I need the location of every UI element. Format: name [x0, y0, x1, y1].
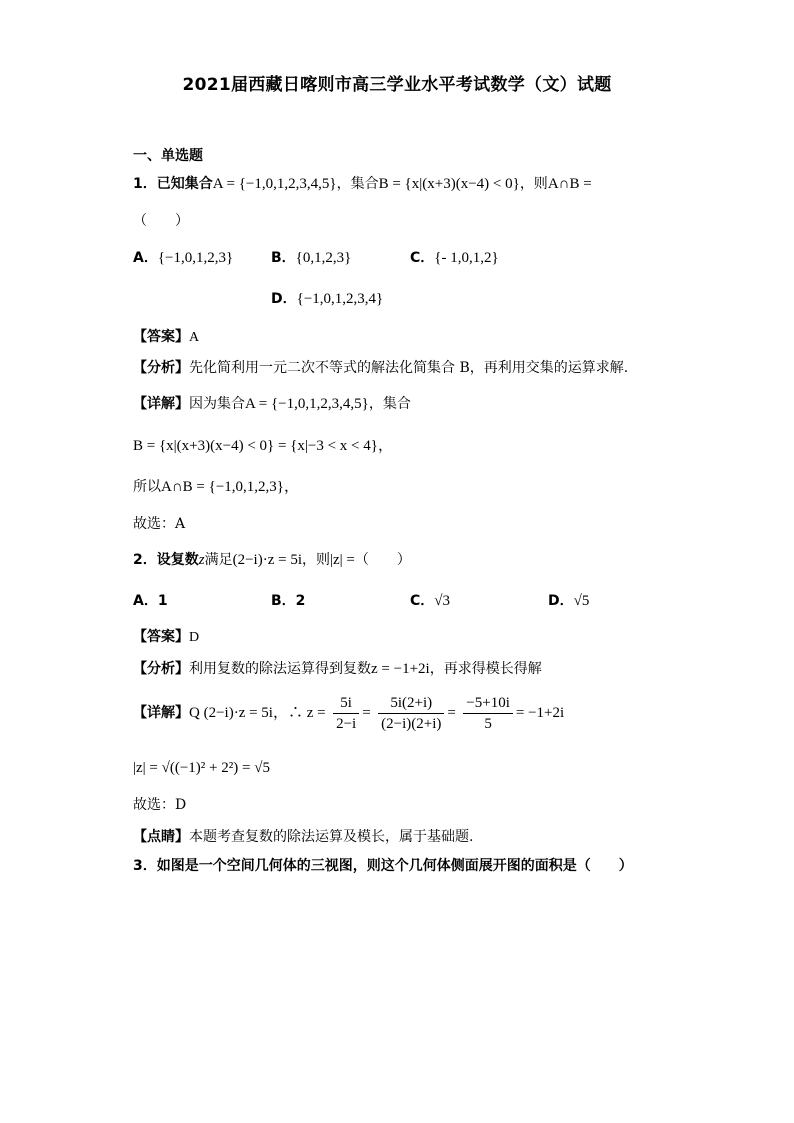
q2-detail-equation: 【详解】Q (2−i)·z = 5i，∴ z = $\frac{5i}{2-i}$ = $\frac{5i(2+i)}{(2-i)(2+i)}$ = $\frac{-5+10i}{5}$ = −1+2i [133, 694, 565, 732]
q1-option-c[interactable]: C．{- 1,0,1,2} [410, 250, 499, 266]
q3-stem: 3．如图是一个空间几何体的三视图，则这个几何体侧面展开图的面积是（ ） [133, 858, 633, 874]
q1-choose: 故选：A [133, 516, 186, 532]
q2-option-d[interactable]: D．√5 [548, 593, 590, 609]
q1-detail-line2: B = {x|(x+3)(x−4) < 0} = {x|−3 < x < 4}， [133, 438, 393, 454]
q2-option-c[interactable]: C．√3 [410, 593, 451, 609]
fraction-2: $\frac{5i(2+i)}{(2-i)(2+i)}$ [378, 695, 444, 732]
q2-stem: 2．设复数z满足(2−i)·z = 5i，则|z| =（ ） [133, 552, 411, 568]
q1-detail-line3: 所以A∩B = {−1,0,1,2,3}， [133, 479, 299, 495]
q1-answer: 【答案】A [133, 329, 200, 345]
q1-option-d[interactable]: D．{−1,0,1,2,3,4} [271, 291, 384, 307]
q1-stem: 1．已知集合A = {−1,0,1,2,3,4,5}，集合B = {x|(x+3)(x−4) < 0}，则A∩B = [133, 176, 592, 192]
q1-analysis: 【分析】先化简利用一元二次不等式的解法化简集合 B，再利用交集的运算求解. [133, 360, 629, 376]
q1-detail-line1: 【详解】因为集合A = {−1,0,1,2,3,4,5}，集合 [133, 396, 411, 412]
fraction-1: $\frac{5i}{2-i}$ [333, 695, 359, 732]
q2-option-a[interactable]: A．1 [133, 593, 168, 609]
q2-answer: 【答案】D [133, 629, 200, 645]
q2-modulus: |z| = √((−1)² + 2²) = √5 [133, 760, 270, 776]
fraction-3: $\frac{-5+10i}{5}$ [463, 695, 513, 732]
q2-comment: 【点睛】本题考查复数的除法运算及模长，属于基础题. [133, 829, 474, 845]
page-title: 2021届西藏日喀则市高三学业水平考试数学（文）试题 [182, 75, 612, 95]
q1-option-b[interactable]: B．{0,1,2,3} [271, 250, 352, 266]
q2-choose: 故选：D [133, 797, 187, 813]
q2-option-b[interactable]: B．2 [271, 593, 306, 609]
section-heading: 一、单选题 [133, 148, 203, 164]
q2-analysis: 【分析】利用复数的除法运算得到复数z = −1+2i，再求得模长得解 [133, 661, 542, 677]
q1-paren: （ ） [133, 213, 189, 229]
q1-option-a[interactable]: A．{−1,0,1,2,3} [133, 250, 234, 266]
